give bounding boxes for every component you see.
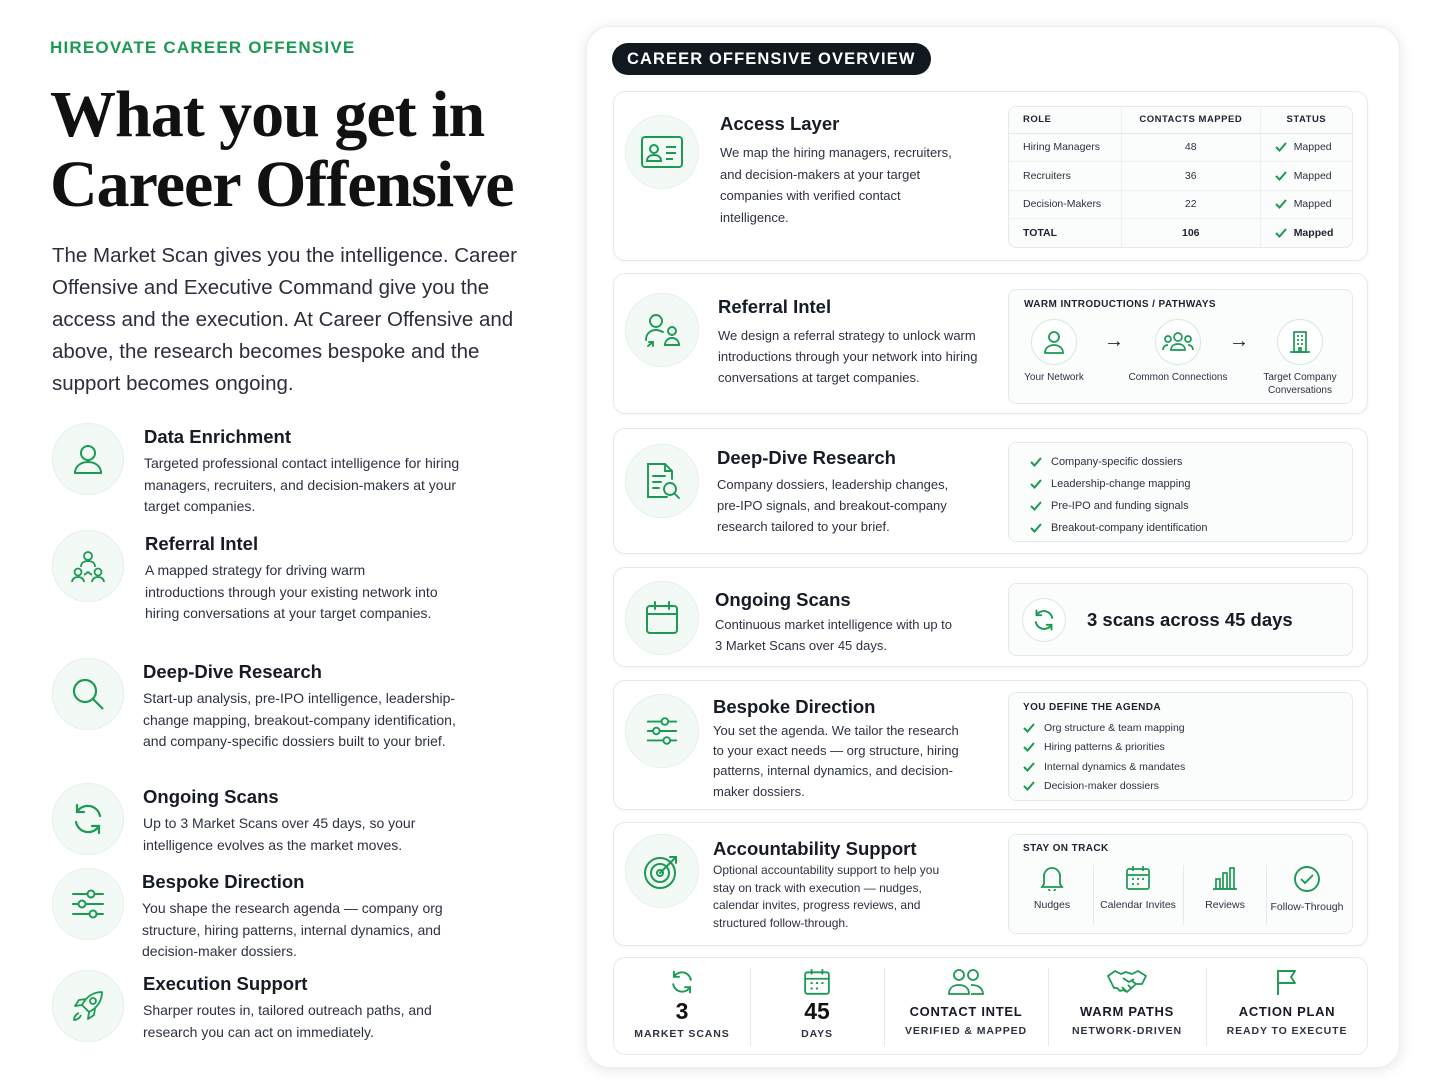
node-label: Your Network: [1024, 372, 1084, 383]
stat-title: CONTACT INTEL: [909, 1004, 1023, 1019]
scans-summary: [1008, 583, 1353, 656]
table-row: [1009, 133, 1352, 162]
deep-dive-checklist: [1008, 442, 1353, 542]
page-title: [50, 80, 570, 220]
count-cell: 106: [1121, 219, 1260, 248]
card-desc: We design a referral strategy to unlock warm introductions through your network into hiring conversations at target companies.: [718, 328, 978, 385]
node-your-network: [1004, 319, 1104, 384]
card-desc: We map the hiring managers, recruiters, and decision-makers at your target companies with verified contact intelligence.: [720, 145, 952, 225]
flag-icon: [1274, 968, 1300, 996]
count-cell: 22: [1121, 190, 1260, 219]
bar-chart-icon: [1212, 865, 1238, 891]
status-cell: Mapped: [1293, 198, 1332, 211]
card-desc: Optional accountability support to help you stay on track with execution — nudges, calendar invites, progress reviews, and structured follow-through.: [713, 863, 940, 931]
stat-contact-intel: [884, 958, 1048, 1056]
card-title: Ongoing Scans: [715, 589, 851, 610]
agenda-box: [1008, 692, 1353, 801]
user-icon: [1031, 319, 1077, 365]
feature-desc: Targeted professional contact intelligence for hiring managers, recruiters, and decision-makers at your target companies.: [144, 455, 460, 514]
agenda-list: [1023, 718, 1185, 796]
target-icon: [625, 834, 699, 908]
card-accountability: [613, 822, 1368, 946]
card-title: Bespoke Direction: [713, 696, 876, 717]
checklist-item: Org structure & team mapping: [1023, 718, 1185, 738]
checklist-item: Leadership-change mapping: [1030, 473, 1352, 495]
stat-value: 3: [675, 998, 689, 1024]
checklist-item: Pre-IPO and funding signals: [1030, 495, 1352, 517]
contacts-table: [1008, 106, 1353, 248]
check-icon: [1023, 723, 1035, 733]
status-cell: Mapped: [1293, 141, 1332, 154]
check-icon: [1023, 762, 1035, 772]
stat-title: WARM PATHS: [1080, 1004, 1174, 1019]
card-desc: You set the agenda. We tailor the research to your exact needs — org structure, hiring patterns, internal dynamics, and decision-maker dossiers.: [713, 723, 959, 799]
stats-bar: [613, 957, 1368, 1055]
feature-desc: Up to 3 Market Scans over 45 days, so your intelligence evolves as the market moves.: [143, 815, 416, 853]
sliders-icon: [52, 868, 124, 940]
refresh-icon: [668, 968, 696, 996]
col-contacts: CONTACTS MAPPED: [1121, 107, 1260, 133]
arrow-right-icon: →: [1229, 330, 1249, 352]
person-icon: [52, 423, 124, 495]
check-icon: [1275, 171, 1287, 181]
rocket-icon: [52, 970, 124, 1042]
page-title-line2: Career Offensive: [50, 148, 514, 221]
check-icon: [1030, 501, 1042, 511]
check-circle-icon: [1293, 865, 1321, 893]
checklist-item: Company-specific dossiers: [1030, 451, 1352, 473]
card-desc: Continuous market intelligence with up to 3 Market Scans over 45 days.: [715, 617, 953, 653]
stat-caption: VERIFIED & MAPPED: [904, 1025, 1028, 1037]
track-item-nudges: Nudges: [1009, 861, 1095, 931]
feature-desc: Start-up analysis, pre-IPO intelligence, leadership-change mapping, breakout-company identification, and company-specific dossiers built to your brief.: [143, 690, 456, 749]
status-cell: Mapped: [1293, 169, 1332, 182]
building-icon: [1277, 319, 1323, 365]
overview-label: CAREER OFFENSIVE OVERVIEW: [612, 43, 931, 75]
status-cell: Mapped: [1293, 227, 1334, 239]
agenda-label: YOU DEFINE THE AGENDA: [1023, 702, 1162, 713]
feature-title: Referral Intel: [145, 533, 259, 554]
card-ongoing-scans: [613, 567, 1368, 667]
card-bespoke-direction: [613, 680, 1368, 810]
calendar-icon: [803, 968, 831, 996]
check-icon: [1030, 523, 1042, 533]
kicker: HIREOVATE CAREER OFFENSIVE: [50, 38, 356, 57]
arrow-right-icon: →: [1104, 330, 1124, 352]
card-referral-intel: [613, 273, 1368, 414]
track-box: [1008, 834, 1353, 934]
feature-desc: Sharper routes in, tailored outreach paths, and research you can act on immediately.: [143, 1002, 432, 1040]
role-cell: Hiring Managers: [1009, 133, 1121, 162]
stat-title: ACTION PLAN: [1238, 1004, 1336, 1019]
stat-caption: DAYS: [801, 1028, 833, 1040]
document-search-icon: [625, 444, 699, 518]
checklist-item: Decision-maker dossiers: [1023, 777, 1185, 797]
pathways-label: WARM INTRODUCTIONS / PATHWAYS: [1024, 299, 1216, 310]
refresh-icon: [1022, 598, 1066, 642]
sliders-icon: [625, 694, 699, 768]
feature-desc: You shape the research agenda — company org structure, hiring patterns, internal dynamics, and decision-maker dossiers.: [142, 900, 443, 959]
role-cell: Decision-Makers: [1009, 190, 1121, 219]
card-access-layer: [613, 91, 1368, 261]
feature-desc: A mapped strategy for driving warm introductions through your existing network into hiring conversations at your target companies.: [145, 562, 438, 621]
referral-icon: [625, 293, 699, 367]
id-card-icon: [625, 115, 699, 189]
handshake-icon: [1106, 968, 1148, 996]
bell-icon: [1040, 865, 1064, 891]
stat-market-scans: [614, 958, 750, 1056]
card-deep-dive: [613, 428, 1368, 554]
stat-days: [750, 958, 884, 1056]
card-title: Access Layer: [720, 113, 840, 134]
stat-caption: NETWORK-DRIVEN: [1071, 1025, 1182, 1037]
network-icon: [52, 530, 124, 602]
table-row: [1009, 162, 1352, 191]
check-icon: [1275, 199, 1287, 209]
calendar-icon: [1125, 865, 1151, 891]
card-title: Referral Intel: [718, 296, 832, 317]
scans-summary-text: 3 scans across 45 days: [1087, 609, 1293, 630]
calendar-icon: [625, 581, 699, 655]
refresh-icon: [52, 783, 124, 855]
count-cell: 48: [1121, 133, 1260, 162]
checklist-item: Internal dynamics & mandates: [1023, 757, 1185, 777]
table-row: [1009, 190, 1352, 219]
intro-paragraph: The Market Scan gives you the intelligence. Career Offensive and Executive Command give you the access and the execution. At Career Offensive and above, the research becomes bespoke and the support becomes ongoing.: [52, 244, 517, 395]
track-label: STAY ON TRACK: [1023, 843, 1109, 854]
feature-title: Bespoke Direction: [142, 871, 305, 892]
page-title-line1: What you get in: [50, 78, 485, 151]
node-label: Target Company Conversations: [1263, 372, 1337, 396]
check-icon: [1023, 781, 1035, 791]
feature-title: Ongoing Scans: [143, 786, 279, 807]
checklist-item: Hiring patterns & priorities: [1023, 738, 1185, 758]
feature-title: Deep-Dive Research: [143, 661, 322, 682]
feature-title: Execution Support: [143, 973, 308, 994]
group-icon: [1155, 319, 1201, 365]
track-item-reviews: Reviews: [1182, 861, 1268, 931]
check-icon: [1023, 742, 1035, 752]
card-title: Deep-Dive Research: [717, 447, 896, 468]
stat-caption: MARKET SCANS: [634, 1028, 730, 1040]
check-icon: [1030, 457, 1042, 467]
node-common-connections: [1128, 319, 1228, 384]
col-status: STATUS: [1260, 107, 1352, 133]
stat-action-plan: [1206, 958, 1368, 1056]
card-title: Accountability Support: [713, 838, 917, 859]
track-item-calendar: Calendar Invites: [1095, 861, 1181, 931]
role-cell: Recruiters: [1009, 162, 1121, 191]
node-target-company: [1250, 319, 1350, 397]
stat-value: 45: [804, 998, 830, 1024]
people-icon: [947, 968, 985, 996]
check-icon: [1275, 228, 1287, 238]
stat-warm-paths: [1048, 958, 1206, 1056]
role-cell: TOTAL: [1023, 227, 1058, 239]
feature-title: Data Enrichment: [144, 426, 292, 447]
checklist-item: Breakout-company identification: [1030, 517, 1352, 539]
pathways-box: [1008, 289, 1353, 404]
col-role: ROLE: [1009, 107, 1121, 133]
card-desc: Company dossiers, leadership changes, pre-IPO signals, and breakout-company research tailored to your brief.: [717, 477, 949, 534]
search-icon: [52, 658, 124, 730]
count-cell: 36: [1121, 162, 1260, 191]
check-icon: [1275, 142, 1287, 152]
stat-caption: READY TO EXECUTE: [1226, 1025, 1348, 1037]
check-icon: [1030, 479, 1042, 489]
node-label: Common Connections: [1128, 372, 1228, 383]
track-item-follow-through: Follow-Through: [1264, 861, 1350, 931]
table-row-total: [1009, 219, 1352, 248]
